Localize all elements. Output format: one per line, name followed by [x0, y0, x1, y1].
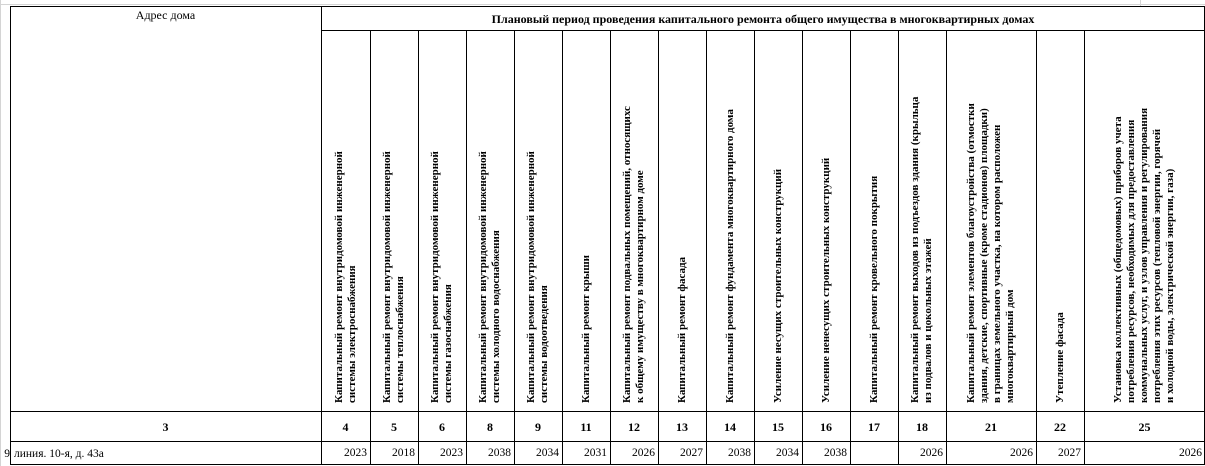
- column-header-line: Капитальный ремонт внутридомовой инженерной: [381, 151, 393, 403]
- column-header-11[interactable]: [802, 32, 850, 407]
- column-header-line: Капитальный ремонт фасада: [675, 256, 688, 403]
- year-cell-8[interactable]: 2027: [680, 447, 703, 459]
- column-number-8[interactable]: 13: [676, 420, 688, 434]
- column-header-line: системы водоотведения: [538, 285, 550, 403]
- year-cell-10[interactable]: 2034: [776, 447, 799, 459]
- column-header-16[interactable]: [1084, 32, 1205, 407]
- column-header-text: [676, 32, 689, 403]
- column-number-3[interactable]: 6: [439, 420, 445, 434]
- column-number-9[interactable]: 14: [724, 420, 736, 434]
- column-header-text: [965, 32, 1017, 403]
- column-header-line: системы теплоснабжения: [394, 276, 406, 403]
- table-border: [10, 6, 1205, 7]
- column-header-text: [381, 32, 407, 403]
- column-header-8[interactable]: [658, 32, 706, 407]
- column-number-7[interactable]: 12: [628, 420, 640, 434]
- column-number-6[interactable]: 11: [580, 420, 592, 434]
- column-header-line: Капитальный ремонт крыши: [579, 254, 592, 403]
- column-header-line: Капитальный ремонт подвальных помещений, относящихс: [621, 106, 633, 403]
- column-header-1[interactable]: [321, 32, 370, 407]
- column-header-12[interactable]: [850, 32, 898, 407]
- table-border: [10, 464, 1205, 465]
- column-header-text: [724, 32, 737, 403]
- column-number-12[interactable]: 17: [868, 420, 880, 434]
- sheet-gridline: [0, 0, 1, 466]
- column-header-text: [909, 32, 935, 403]
- year-cell-11[interactable]: 2038: [824, 447, 847, 459]
- column-number-11[interactable]: 16: [820, 420, 832, 434]
- column-header-5[interactable]: [514, 32, 562, 407]
- column-header-line: Капитальный ремонт выходов из подъездов здания (крыльца: [909, 96, 921, 403]
- column-header-line: системы электроснабжения: [345, 265, 358, 403]
- year-cell-9[interactable]: 2038: [728, 447, 751, 459]
- repair-period-header[interactable]: [321, 12, 1205, 28]
- table-border: [10, 6, 11, 464]
- address-column-title: Адрес дома: [135, 8, 196, 22]
- column-header-10[interactable]: [754, 32, 802, 407]
- column-header-line: коммунальных услуг, и узлов управления и регулирования: [1138, 107, 1150, 403]
- column-header-text: [1112, 32, 1177, 403]
- column-header-6[interactable]: [562, 32, 610, 407]
- column-header-line: Капитальный ремонт внутридомовой инженерной: [429, 151, 441, 403]
- column-header-text: [429, 32, 455, 403]
- column-header-line: многоквартирный дом: [1004, 289, 1016, 403]
- column-header-2[interactable]: [370, 32, 418, 407]
- table-border: [10, 441, 1205, 442]
- year-cell-7[interactable]: 2026: [632, 447, 655, 459]
- year-cell-14[interactable]: 2026: [1010, 447, 1033, 459]
- year-cell-12[interactable]: [850, 444, 898, 462]
- column-header-text: [868, 32, 881, 403]
- year-cell-1[interactable]: 2023: [344, 447, 367, 459]
- column-header-text: [580, 32, 593, 403]
- year-cell-4[interactable]: 2038: [488, 447, 511, 459]
- column-header-4[interactable]: [466, 32, 514, 407]
- column-header-line: и холодной воды, электрической энергии, газа): [1164, 168, 1176, 403]
- column-header-line: в границах земельного участка, на котором расположен: [991, 124, 1003, 403]
- column-header-line: Утепление фасада: [1053, 312, 1066, 403]
- column-header-text: [621, 32, 647, 403]
- column-number-15[interactable]: 22: [1054, 420, 1066, 434]
- column-header-text: [1054, 32, 1067, 403]
- table-border: [10, 411, 1205, 412]
- year-cell-13[interactable]: 2026: [920, 447, 943, 459]
- address-column-header[interactable]: [10, 8, 321, 28]
- column-header-text: [333, 32, 359, 403]
- table-border: [321, 30, 1205, 31]
- column-number-13[interactable]: 18: [916, 420, 928, 434]
- column-number-5[interactable]: 9: [535, 420, 541, 434]
- column-header-9[interactable]: [706, 32, 754, 407]
- year-cell-15[interactable]: 2027: [1058, 447, 1081, 459]
- column-header-line: из подвалов и цокольных этажей: [922, 238, 934, 403]
- column-header-line: потребления этих ресурсов (тепловой энергии, горячей: [1151, 128, 1163, 403]
- column-header-text: [772, 32, 785, 403]
- column-header-line: Установка коллективных (общедомовых) приборов учета: [1112, 116, 1124, 403]
- column-header-line: Капитальный ремонт фундамента многоквартирного дома: [723, 109, 736, 403]
- column-header-text: [525, 32, 551, 403]
- address-cell[interactable]: линия. 10-я, д. 43а: [14, 448, 104, 460]
- column-header-3[interactable]: [418, 32, 466, 407]
- column-header-14[interactable]: [946, 32, 1036, 407]
- column-header-line: к общему имуществу в многоквартирном доме: [634, 170, 646, 403]
- column-header-line: Усиление несущих строительных конструкций: [771, 168, 784, 403]
- column-header-line: Капитальный ремонт внутридомовой инженерной: [477, 151, 489, 403]
- column-header-line: системы холодного водоснабжения: [490, 230, 502, 403]
- column-number-2[interactable]: 5: [391, 420, 397, 434]
- column-header-line: Капитальный ремонт кровельного покрытия: [867, 175, 880, 403]
- column-header-line: системы газоснабжения: [442, 284, 454, 403]
- column-number-10[interactable]: 15: [772, 420, 784, 434]
- repair-period-title: Плановый период проведения капитального ремонта общего имущества в многоквартирных домах: [491, 12, 1035, 26]
- column-header-line: Капитальный ремонт внутридомовой инженерной: [525, 151, 537, 403]
- year-cell-2[interactable]: 2018: [392, 447, 415, 459]
- column-header-line: Капитальный ремонт элементов благоустройства (отмостки: [965, 103, 977, 403]
- year-cell-16[interactable]: 2026: [1179, 447, 1202, 459]
- column-header-text: [820, 32, 833, 403]
- column-number-4[interactable]: 8: [487, 420, 493, 434]
- row-index-fragment[interactable]: 9: [4, 448, 10, 460]
- column-number-16[interactable]: 25: [1138, 420, 1151, 434]
- column-header-line: Усиление ненесущих строительных конструкций: [819, 157, 832, 403]
- sheet-gridline: [0, 4, 1205, 5]
- column-header-7[interactable]: [610, 32, 658, 407]
- column-header-line: потребления ресурсов, необходимых для предоставления: [1125, 119, 1137, 403]
- column-header-13[interactable]: [898, 32, 946, 407]
- column-header-15[interactable]: [1036, 32, 1084, 407]
- column-header-text: [477, 32, 503, 403]
- column-header-line: Капитальный ремонт внутридомовой инженерной: [332, 151, 345, 403]
- column-number-1[interactable]: 4: [342, 420, 349, 434]
- year-cell-6[interactable]: 2031: [584, 447, 607, 459]
- column-header-line: здания, детские, спортивные (кроме стадионов) площадки): [978, 108, 990, 403]
- address-column-number[interactable]: 3: [162, 420, 169, 434]
- column-number-14[interactable]: 21: [985, 420, 997, 434]
- year-cell-5[interactable]: 2034: [536, 447, 559, 459]
- year-cell-3[interactable]: 2023: [440, 447, 463, 459]
